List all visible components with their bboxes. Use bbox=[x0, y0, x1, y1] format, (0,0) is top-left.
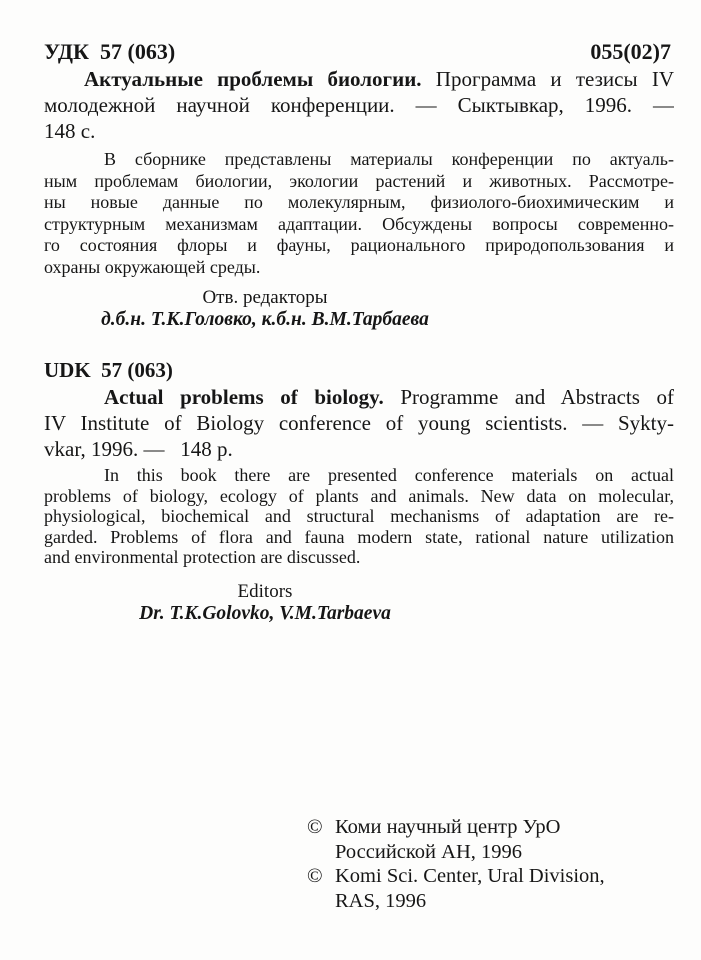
ru-biblio-line-2: молодежной научной конференции. — Сыктывкар, 1996. — bbox=[44, 93, 674, 117]
en-udk-heading bbox=[44, 357, 674, 383]
copyright-entry-ru bbox=[307, 815, 605, 864]
en-editors-label: Editors bbox=[237, 581, 293, 602]
udk-header bbox=[44, 39, 671, 65]
copyright-line: Российской АН, 1996 bbox=[335, 840, 523, 863]
copyright-block bbox=[307, 815, 605, 913]
en-editors-names: Dr. T.K.Golovko, V.M.Tarbaeva bbox=[139, 603, 391, 624]
en-biblio-line-2: IV Institute of Biology conference of young scientists. — Sykty- bbox=[44, 411, 674, 435]
en-book-title: Actual problems of biology. bbox=[104, 385, 384, 409]
copyright-symbol: © bbox=[307, 865, 323, 887]
ru-abstract-line: структурным механизмам адаптации. Обсуждены вопросы современно- bbox=[44, 213, 674, 234]
ru-abstract bbox=[44, 149, 674, 278]
ru-editors-block bbox=[44, 287, 486, 330]
copyright-entry-en bbox=[307, 864, 605, 913]
ru-abstract-line: ным проблемам биологии, экологии растений и животных. Рассмотре- bbox=[44, 170, 674, 191]
en-bibliographic-entry bbox=[44, 384, 674, 462]
ru-abstract-text: В сборнике представлены материалы конференции по актуаль- bbox=[104, 149, 674, 169]
copyright-line: RAS, 1996 bbox=[335, 889, 427, 912]
en-abstract-line bbox=[44, 465, 674, 486]
ru-biblio-line-3: 148 с. bbox=[44, 119, 96, 143]
en-abstract-line: physiological, biochemical and structural mechanisms of adaptation are re- bbox=[44, 506, 674, 526]
udk-number-en: UDK 57 (063) bbox=[44, 358, 173, 382]
en-abstract-text: In this book there are presented conference materials on actual bbox=[104, 465, 674, 485]
ru-bibliographic-entry bbox=[44, 66, 674, 144]
copyright-text-ru bbox=[335, 815, 560, 864]
en-biblio-subtitle: Programme and Abstracts of bbox=[400, 385, 674, 409]
ru-biblio-subtitle: Программа и тезисы IV bbox=[435, 67, 674, 91]
copyright-symbol: © bbox=[307, 816, 323, 838]
ru-editors-names: д.б.н. Т.К.Головко, к.б.н. В.М.Тарбаева bbox=[101, 309, 429, 330]
copyright-line: Коми научный центр УрО bbox=[335, 816, 561, 838]
en-abstract-line: garded. Problems of flora and fauna modern state, rational nature utilization bbox=[44, 526, 674, 547]
en-biblio-line-3: vkar, 1996. — 148 p. bbox=[44, 437, 233, 461]
udk-number-ru: УДК 57 (063) bbox=[44, 39, 176, 64]
ru-abstract-line: го состояния флоры и фауны, рационального природопользования и bbox=[44, 235, 674, 255]
ru-editors-label: Отв. редакторы bbox=[202, 287, 328, 308]
en-abstract bbox=[44, 465, 674, 568]
en-biblio-line-1 bbox=[44, 384, 674, 410]
ru-biblio-line-1 bbox=[44, 66, 674, 92]
copyright-text-en bbox=[335, 864, 605, 913]
en-abstract-line: and environmental protection are discussed. bbox=[44, 547, 361, 567]
publication-code: 055(02)7 bbox=[590, 39, 671, 64]
en-abstract-line: problems of biology, ecology of plants and animals. New data on molecular, bbox=[44, 485, 674, 506]
ru-book-title: Актуальные проблемы биологии. bbox=[84, 67, 422, 91]
ru-abstract-line: ны новые данные по молекулярным, физиолого-биохимическим и bbox=[44, 192, 674, 212]
en-editors-block bbox=[44, 581, 486, 624]
ru-abstract-line bbox=[44, 149, 674, 171]
ru-abstract-line: охраны окружающей среды. bbox=[44, 256, 261, 277]
copyright-line: Komi Sci. Center, Ural Division, bbox=[335, 865, 605, 887]
